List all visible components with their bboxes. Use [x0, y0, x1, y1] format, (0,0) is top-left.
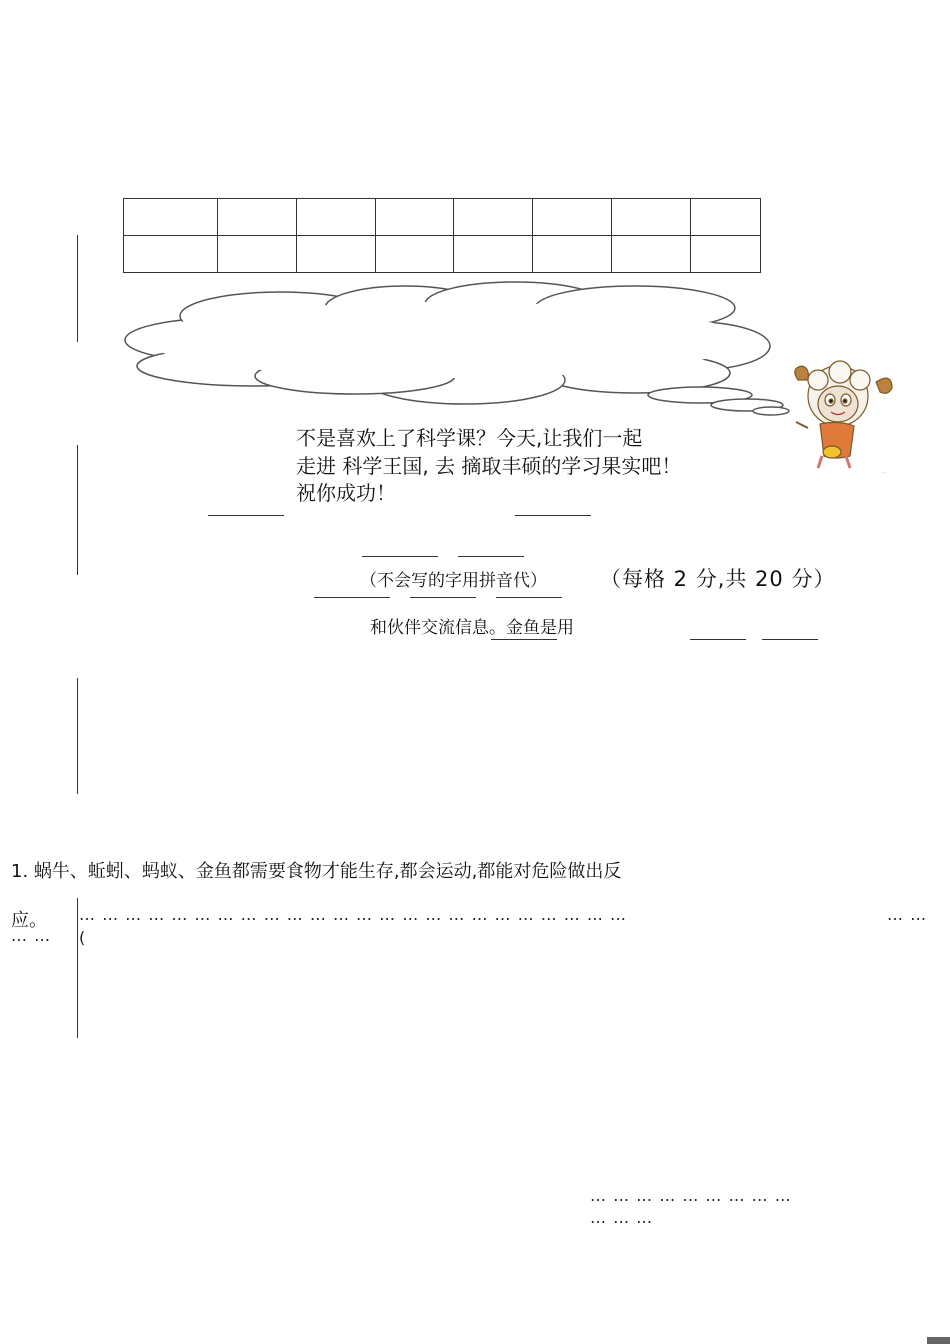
fill-blank-text: 和伙伴交流信息。金鱼是用 — [370, 618, 574, 638]
instruction-note: （不会写的字用拼音代） — [360, 571, 547, 591]
answer-blank[interactable] — [458, 556, 524, 557]
answer-dotted-line: … … … — [590, 1208, 654, 1227]
answer-blank[interactable] — [496, 597, 562, 598]
cloud-line-2: 走进 科学王国, 去 摘取丰硕的学习果实吧！ — [296, 454, 682, 478]
answer-dotted-line: … … — [887, 905, 928, 924]
score-table-row — [124, 199, 761, 236]
answer-blank[interactable] — [515, 515, 591, 516]
answer-dotted-line: … … — [11, 926, 52, 945]
answer-blank[interactable] — [410, 597, 476, 598]
score-table — [123, 198, 761, 273]
answer-blank[interactable] — [491, 639, 557, 640]
answer-dotted-line: … … … … … … … … … — [590, 1186, 792, 1205]
answer-blank[interactable] — [362, 556, 438, 557]
score-note: （每格 2 分,共 20 分） — [600, 567, 836, 591]
cloud-line-1: 不是喜欢上了科学课？今天,让我们一起 — [296, 426, 643, 450]
answer-paren: ( — [79, 928, 87, 947]
svg-text:····: ···· — [882, 470, 888, 475]
score-table-row — [124, 236, 761, 273]
binding-margin-line — [77, 678, 78, 794]
answer-blank[interactable] — [762, 639, 818, 640]
answer-blank[interactable] — [690, 639, 746, 640]
question-1-text: 1. 蜗牛、蚯蚓、蚂蚁、金鱼都需要食物才能生存,都会运动,都能对危险做出反 — [11, 861, 622, 882]
answer-dotted-line: … … … … … … … … … … … … … … … … … … … … … … … … — [79, 905, 627, 924]
page-corner-marker — [927, 1337, 950, 1344]
answer-blank[interactable] — [208, 515, 284, 516]
sheep-mascot-illustration — [788, 360, 900, 478]
cloud-line-3: 祝你成功！ — [296, 481, 396, 505]
question-1-continuation: 应。 — [11, 910, 47, 931]
binding-margin-line — [77, 445, 78, 575]
answer-blank[interactable] — [314, 597, 390, 598]
thought-cloud — [115, 278, 805, 418]
binding-margin-line — [77, 898, 78, 1038]
binding-margin-line — [77, 235, 78, 342]
